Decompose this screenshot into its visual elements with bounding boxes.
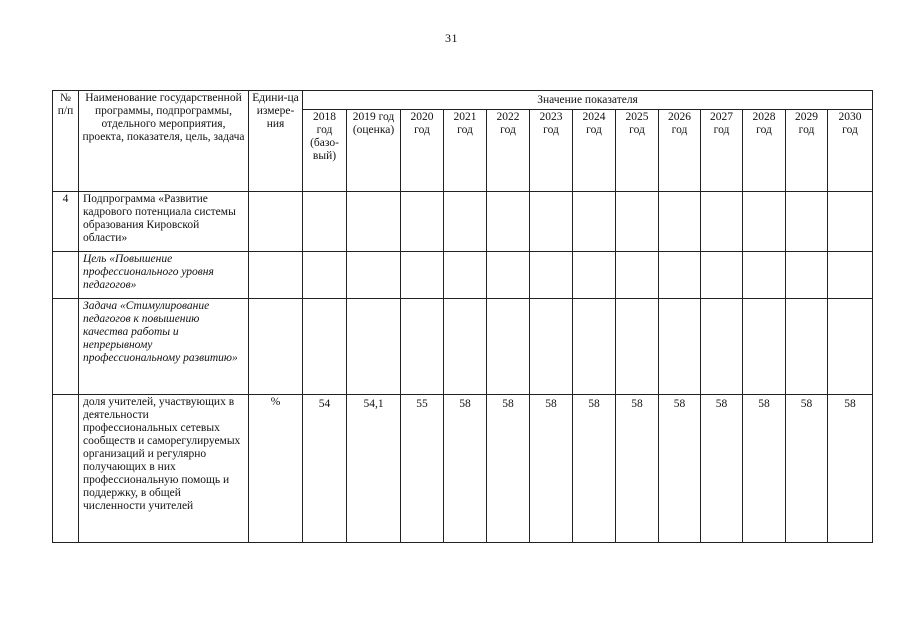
value-cell: 58	[616, 395, 659, 543]
value-cell	[659, 192, 701, 252]
value-cell	[347, 299, 401, 395]
row-name: доля учителей, участвующих в деятельности профессиональных сетевых сообществ и саморегулируемых организаций и регулярно получающих в них профессиональную помощь и поддержку, в общей численности учителей	[79, 395, 249, 543]
header-year: 2025 год	[616, 110, 659, 192]
header-value-group: Значение показателя	[303, 91, 873, 110]
value-cell: 58	[444, 395, 487, 543]
value-cell	[303, 252, 347, 299]
table-row-task	[53, 299, 873, 395]
value-cell	[347, 192, 401, 252]
table-row-indicator	[53, 395, 873, 543]
value-cell	[701, 192, 743, 252]
value-cell: 58	[786, 395, 828, 543]
value-cell	[659, 299, 701, 395]
value-cell: 58	[659, 395, 701, 543]
value-cell	[487, 192, 530, 252]
page-number: 31	[445, 31, 458, 45]
value-cell	[743, 252, 786, 299]
row-num	[53, 395, 79, 543]
row-name: Задача «Стимулирование педагогов к повышению качества работы и непрерывному профессиональному развитию»	[79, 299, 249, 395]
value-cell	[701, 299, 743, 395]
value-cell	[828, 299, 873, 395]
header-year: 2024 год	[573, 110, 616, 192]
value-cell	[573, 299, 616, 395]
table-row-subprogram	[53, 192, 873, 252]
value-cell	[530, 252, 573, 299]
row-num	[53, 252, 79, 299]
row-num	[53, 299, 79, 395]
value-cell	[828, 252, 873, 299]
value-cell	[530, 192, 573, 252]
value-cell: 58	[530, 395, 573, 543]
value-cell	[786, 192, 828, 252]
row-name: Подпрограмма «Развитие кадрового потенциала системы образования Кировской области»	[79, 192, 249, 252]
row-unit	[249, 252, 303, 299]
value-cell	[616, 192, 659, 252]
value-cell	[303, 192, 347, 252]
value-cell: 58	[828, 395, 873, 543]
header-year: 2027 год	[701, 110, 743, 192]
value-cell	[444, 252, 487, 299]
header-num: № п/п	[53, 91, 79, 192]
header-unit: Едини-ца измере-ния	[249, 91, 303, 192]
header-year: 2026 год	[659, 110, 701, 192]
value-cell	[828, 192, 873, 252]
value-cell: 58	[573, 395, 616, 543]
header-year: 2020 год	[401, 110, 444, 192]
row-unit	[249, 299, 303, 395]
header-year: 2030 год	[828, 110, 873, 192]
value-cell	[786, 252, 828, 299]
value-cell	[616, 299, 659, 395]
indicators-table	[52, 90, 873, 543]
header-year: 2018 год (базо-вый)	[303, 110, 347, 192]
row-num: 4	[53, 192, 79, 252]
row-name: Цель «Повышение профессионального уровня педагогов»	[79, 252, 249, 299]
header-year: 2028 год	[743, 110, 786, 192]
value-cell	[347, 252, 401, 299]
value-cell	[487, 299, 530, 395]
header-year: 2022 год	[487, 110, 530, 192]
value-cell	[530, 299, 573, 395]
header-row-1	[53, 91, 873, 110]
value-cell	[786, 299, 828, 395]
table-row-goal	[53, 252, 873, 299]
value-cell: 54	[303, 395, 347, 543]
value-cell	[573, 192, 616, 252]
value-cell: 55	[401, 395, 444, 543]
value-cell: 54,1	[347, 395, 401, 543]
value-cell	[401, 192, 444, 252]
row-unit: %	[249, 395, 303, 543]
header-year: 2021 год	[444, 110, 487, 192]
value-cell: 58	[743, 395, 786, 543]
value-cell	[401, 299, 444, 395]
value-cell	[743, 192, 786, 252]
value-cell: 58	[701, 395, 743, 543]
header-year: 2019 год (оценка)	[347, 110, 401, 192]
value-cell	[444, 299, 487, 395]
value-cell	[487, 252, 530, 299]
value-cell	[444, 192, 487, 252]
header-year: 2029 год	[786, 110, 828, 192]
value-cell	[401, 252, 444, 299]
value-cell	[659, 252, 701, 299]
value-cell	[616, 252, 659, 299]
row-unit	[249, 192, 303, 252]
header-year: 2023 год	[530, 110, 573, 192]
value-cell: 58	[487, 395, 530, 543]
header-name: Наименование государственной программы, подпрограммы, отдельного мероприятия, проекта, показателя, цель, задача	[79, 91, 249, 192]
value-cell	[573, 252, 616, 299]
value-cell	[303, 299, 347, 395]
value-cell	[743, 299, 786, 395]
value-cell	[701, 252, 743, 299]
